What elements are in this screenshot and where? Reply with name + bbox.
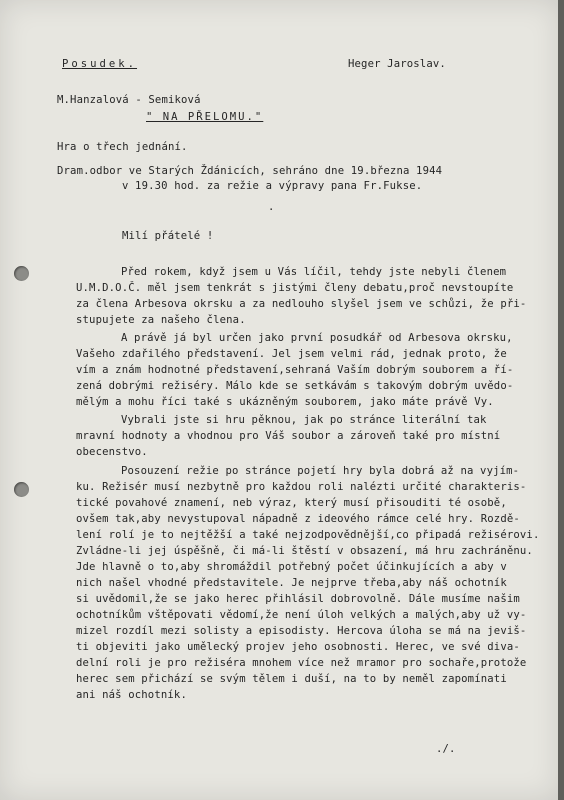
body-line: Vybrali jste si hru pěknou, jak po stránce literální tak: [121, 414, 487, 426]
body-line: A právě já byl určen jako první posudkář od Arbesova okrsku,: [121, 332, 513, 344]
body-line: Před rokem, když jsem u Vás líčil, tehdy jste nebyli členem: [121, 266, 507, 278]
punch-hole: [14, 482, 29, 497]
body-line: ovšem tak,aby nevystupoval nápadně z ideového rámce celé hry. Rozdě-: [76, 513, 520, 525]
body-line: nich našel vhodné představitele. Je nejprve třeba,aby náš ochotník: [76, 577, 507, 589]
body-line: Jde hlavně o to,aby shromáždil potřebný počet účinkujících a aby v: [76, 561, 507, 573]
body-line: mravní hodnoty a vhodnou pro Váš soubor a zároveň také pro místní: [76, 430, 501, 442]
body-line: si uvědomil,že se jako herec přihlásil dobrovolně. Dále musíme našim: [76, 593, 520, 605]
body-line: Posouzení režie po stránce pojetí hry byla dobrá až na vyjím-: [121, 465, 520, 477]
body-line: za člena Arbesova okrsku a za nedlouho slyšel jsem ve schůzi, že při-: [76, 298, 527, 310]
doc-title: Posudek.: [62, 58, 138, 70]
body-line: obecenstvo.: [76, 446, 148, 458]
body-line: mizel rozdíl mezi solisty a episodisty. Hercova úloha se má na jeviš-: [76, 625, 527, 637]
center-mark: .: [268, 201, 275, 213]
author-name: Heger Jaroslav.: [348, 58, 446, 70]
body-line: U.M.D.O.Č. měl jsem tenkrát s jistými členy debatu,proč nevstoupíte: [76, 282, 514, 294]
continuation-mark: ./.: [436, 743, 456, 755]
body-line: herec sem přichází se svým tělem i duší, na to by neměl zapomínati: [76, 673, 507, 685]
salutation: Milí přátelé !: [122, 230, 214, 242]
body-line: mělým a mohu říci také s ukázněným souborem, jako máte právě Vy.: [76, 396, 494, 408]
body-line: lení rolí je to nejtěžší a také nejzodpovědnější,co připadá režisérovi.: [76, 529, 540, 541]
page-edge: [558, 0, 564, 800]
body-line: zená dobrými režiséry. Málo kde se setkávám s takovým dobrým uvědo-: [76, 380, 514, 392]
body-line: ochotníkům vštěpovati vědomí,že není úloh velkých a malých,aby už vy-: [76, 609, 527, 621]
body-line: ani náš ochotník.: [76, 689, 187, 701]
body-line: vím a znám hodnotné představení,sehraná Vaším dobrým souborem a ří-: [76, 364, 514, 376]
play-genre: Hra o třech jednání.: [57, 141, 188, 153]
playwright-name: M.Hanzalová - Semiková: [57, 94, 201, 106]
punch-hole: [14, 266, 29, 281]
body-line: delní roli je pro režiséra mnohem více než mramor pro sochaře,protože: [76, 657, 527, 669]
body-line: Vašeho zdařilého představení. Jel jsem velmi rád, jednak proto, že: [76, 348, 507, 360]
body-line: ku. Režisér musí nezbytně pro každou roli nalézti určité charakteris-: [76, 481, 527, 493]
performance-line-1: Dram.odbor ve Starých Ždánicích, sehráno dne 19.března 1944: [57, 165, 443, 177]
body-line: tické povahové znamení, neb výraz, který musí přisouditi té osobě,: [76, 497, 507, 509]
body-line: stupujete za našeho člena.: [76, 314, 246, 326]
play-title: " NA PŘELOMU.": [146, 111, 264, 123]
performance-line-2: v 19.30 hod. za režie a výpravy pana Fr.Fukse.: [122, 180, 423, 192]
body-line: ti objeviti jako umělecký projev jeho osobnosti. Herec, ve své diva-: [76, 641, 520, 653]
body-line: Zvládne-li jej úspěšně, či má-li štěstí v obsazení, má hru zachráněnu.: [76, 545, 533, 557]
